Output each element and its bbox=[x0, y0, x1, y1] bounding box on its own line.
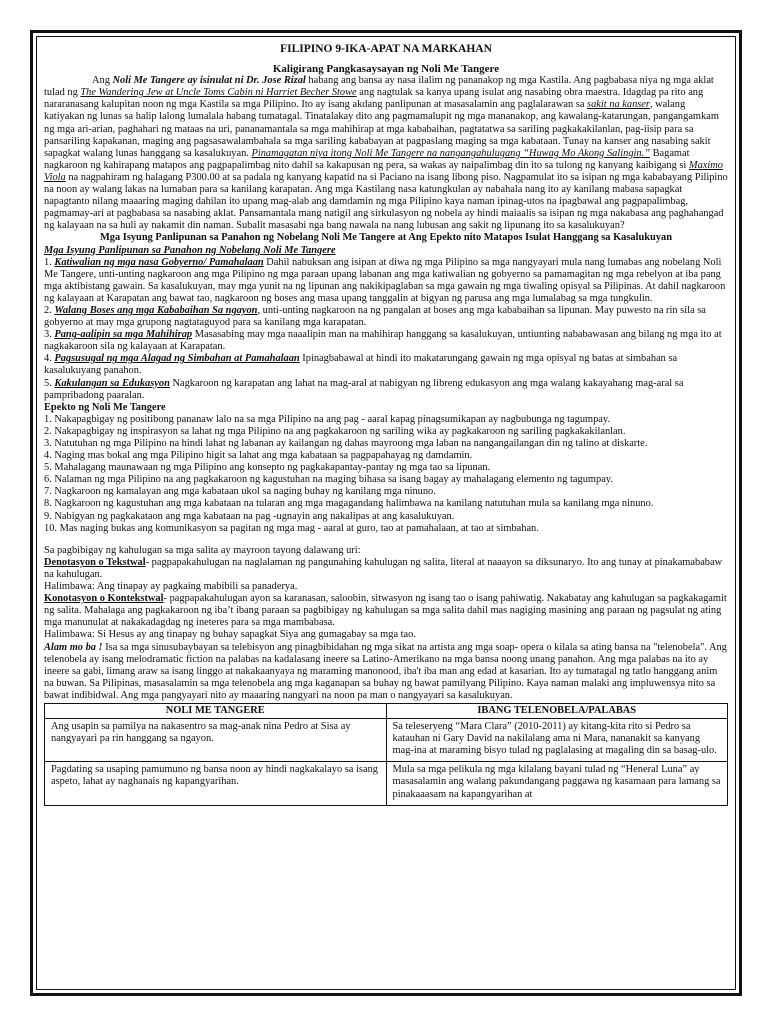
issue-item: 2. Walang Boses ang mga Kababaihan Sa ngayon, unti-unting nagkaroon na ng pangalan at boses ang mga kababaihan sa lipunan. May puwesto na rin sila sa gobyerno at may mga grupong nagtataguyod para sa kanilang mga karapatan. bbox=[44, 304, 706, 329]
section-heading-kaligiran: Kaligirang Pangkasaysayan ng Noli Me Tangere bbox=[272, 63, 500, 76]
table-cell: Mula sa mga pelikula ng mga kilalang bayani tulad ng “Heneral Luna” ay masasalamin ang walang pakundangang paggawa ng kasamaan para lamang sa pinakaaasam na kapangyarihan at bbox=[386, 762, 728, 805]
issue-item: 1. Katiwalian ng mga nasa Gobyerno/ Pamahalaan Dahil nabuksan ang isipan at diwa ng mga Pilipino sa mga nangyayari mula nang lumabas ang nobelang Noli Me Tangere, unti-unting nagkaroon ang mga Pilipino ng mga paraan upang labanan ang mga katiwalian ng gobyerno sa pamamagitan ng mga rebelyon at iba pang mga aktibistang gawain. Sa kasalukuyan, may mga yunit na ng lipunan ang nakikipaglaban sa mga gawain ng mga tiwaling opisyal sa Pilipinas. At dahil nagkaroon ng kalayaan at Karapatan ang bawat tao, nagkaroon ng boses ang masa upang tanggalin at bigyan ng parusa ang mga lumalabag sa mga tungkulin. bbox=[44, 256, 726, 304]
effect-item: 1. Nakapagbigay ng positibong pananaw lalo na sa mga Pilipino na ang pag - aaral kapag pinagsumikapan ay nagbubunga ng tagumpay. bbox=[44, 413, 611, 425]
alam-mo-ba-paragraph: Alam mo ba ! Isa sa mga sinusubaybayan sa telebisyon ang pinagbibidahan ng mga sikat na artista ang mga soap- opera o kilala sa ating bansa na "telenobela". Ang telenobela ay isang melodramatic fiction na palabas na kadalasang ineere sa Latino-Amerikano na mga bansa noong unang panahon. Ang mga palabas na ito ay ineere sa gabi, limang araw sa isang linggo at nakakaanyaya ng maraming manonood, iba't iba man ang edad at kasarian. Ito ay tumatagal ng tatlo hanggang anim na buwan. Sa Pilipinas, masasalamin sa mga telenobela ang mga kaganapan sa buhay ng bawat pamilyang Pilipino. Kaya naman malaki ang impluwensya nito sa bawat indibidwal. Ang mga pangyayari nito ay maaaring nangyari na noon pa man o nangyayari sa kasalukuyan. bbox=[44, 641, 727, 701]
table-row bbox=[45, 762, 728, 805]
subheading-isyung-panlipunan: Mga Isyung Panlipunan sa Panahon ng Nobelang Noli Me Tangere bbox=[44, 244, 336, 256]
effect-item: 3. Natutuhan ng mga Pilipino na hindi lahat ng labanan ay kailangan ng dahas mayroong mga laban na nangangailangan din ng talino at diskarte. bbox=[44, 438, 648, 449]
effect-item: 6. Nalaman ng mga Pilipino na ang pagkakaroon ng kagustuhan na maging bihasa sa isang bagay ay mahalagang elemento ng tagumpay. bbox=[44, 474, 613, 486]
issue-item: 3. Pang-aalipin sa mga Mahihirap Masasabing may mga naaalipin man na mahihirap hanggang sa kasalukuyan, untiunting nababawasan ang bilang ng mga ito at nagkakaroon sila ng kalayaan at Karapatan. bbox=[44, 329, 722, 353]
table-cell: Sa teleseryeng “Mara Clara” (2010-2011) ay kitang-kita rito si Pedro sa katauhan ni Gary David na nakilalang ama ni Mara, nananakit sa kanyang mag-ina at maraming bisyo tulad ng paglalasing at magaling din sa basag-ulo. bbox=[386, 719, 728, 762]
issue-item: 5. Kakulangan sa Edukasyon Nagkaroon ng karapatan ang lahat na mag-aral at nabigyan ng libreng edukasyon ang mga walang kakayahang mag-aral sa pampribadong paaralan. bbox=[44, 377, 684, 401]
document-title: FILIPINO 9-IKA-APAT NA MARKAHAN bbox=[280, 43, 492, 55]
table-cell: Pagdating sa usaping pamumuno ng bansa noon ay hindi nagkakalayo sa isang aspeto, lahat ay naghanais ng kapangyarihan. bbox=[45, 762, 387, 805]
effect-item: 2. Nakapagbigay ng inspirasyon sa lahat ng mga Pilipino na ang pagkakaroon ng sariling wika ay pagkakaroon ng sariling pagkakakilanlan. bbox=[44, 425, 626, 437]
table-header: IBANG TELENOBELA/PALABAS bbox=[386, 703, 728, 718]
paragraph-kaligiran: Ang Noli Me Tangere ay isinulat ni Dr. Jose Rizal habang ang bansa ay nasa ilalim ng pananakop ng mga Kastila. Ang pagbabasa niya ng mga aklat tulad ng The Wandering Jew at Uncle Toms Cabin ni Harriet Becher Stowe ang nagtulak sa kanya upang isulat ang nasabing obra maestra. Idagdag pa rito ang nararanasang kalupitan noon ng mga Kastila sa mga Pilipino. Ito ay isang akdang panlipunan at masasalamin ang paglalarawan sa sakit na kanser, walang katiyakan ng lunas sa halip lalong lumalala habang tumatagal. Tinatalakay dito ang pagmamalupit ng mga mananakop, ang kawalang-katarungan, pangangamkam ng mga ari-arian, paghahari ng mataas na uri, pananamantala sa mga mahihirap at mga kababaihan, pagtatatwa sa sariling pagkakakilanlan, pag-iisip para sa pansariling kapakanan, maging ang pagsasawalambahala sa mga sariling kababayan at pagpaslang maging sa mga kabataan. Tunay na kanser ang nasabing sakit sapagkat walang lunas hanggang sa kasalukuyan. Pinamagatan niya itong Noli Me Tangere na nangangahulugang “Huwag Mo Akong Salingin.” Bagamat nagkaroon ng kahirapang matapos ang pagpapalimbag nito dahil sa kakapusan ng pera, sa wakas ay naipalimbag din ito sa tulong ng kanyang kaibigang si Maximo Viola na nagpahiram ng halagang P300.00 at sa padala ng kanyang kapatid na si Paciano na isang libong piso. Nagpamulat ito sa isipan ng mga kababayang Pilipino na noon ay walang lakas na lumaban para sa kanilang karapatan. Ang mga Kastilang nasa katungkulan ay nabahala nang ito ay kanilang mabasa sapagkat napagtanto nilang maaaring maging dahilan ito upang mag-alab ang damdamin ng mga Pilipino kaya naman ipinag-utos na ipagbawal ang pagpapalimbag, pagmamay-ari at pagbabasa sa nasabing aklat. Pansamantala mang natigil ang sirkulasyon ng nobela ay hindi maiaalis sa isipan ng mga nakabasa ang paghahangad ng kalayaan na sa huli ay nakamit din naman. Subalit masasabi nga bang nawala na nang lubusan ang sakit ng lipunang ito sa kasalukuyan? bbox=[44, 75, 728, 232]
meaning-intro: Sa pagbibigay ng kahulugan sa mga salita ay mayroon tayong dalawang uri: bbox=[44, 544, 361, 556]
effect-item: 10. Mas naging bukas ang komunikasyon sa pagitan ng mga mag - aaral at guro, tao at pamahalaan, at tao at simbahan. bbox=[44, 522, 539, 534]
denotasyon-definition: Denotasyon o Tekstwal- pagpapakahulugan na naglalaman ng pangunahing kahulugan ng salita, literal at naaayon sa diksunaryo. Ito ang tunay at pinakamababaw na kahulugan. bbox=[44, 556, 723, 580]
table-cell: Ang usapin sa pamilya na nakasentro sa mag-anak nina Pedro at Sisa ay nangyayari pa rin hanggang sa ngayon. bbox=[45, 719, 387, 762]
table-row bbox=[45, 719, 728, 762]
section-heading-isyung-panlipunan: Mga Isyung Panlipunan sa Panahon ng Nobelang Noli Me Tangere at Ang Epekto nito Matapos Isulat Hanggang sa Kasalukuyan bbox=[99, 232, 672, 244]
issue-item: 4. Pagsusugal ng mga Alagad ng Simbahan at Pamahalaan Ipinagbabawal at hindi ito makatarungang gawain ng mga opisyal ng batas at simbahan sa kasalukuyang panahon. bbox=[44, 353, 678, 377]
effects-heading: Epekto ng Noli Me Tangere bbox=[44, 401, 166, 413]
effect-item: 8. Nagkaroon ng kagustuhan ang mga kabataan na tularan ang mga magagandang halimbawa na kanilang natutuhan mula sa kanilang mga ninuno. bbox=[44, 498, 654, 510]
page-border-inner bbox=[36, 36, 736, 990]
konotasyon-definition: Konotasyon o Kontekstwal- pagpapakahulugan ayon sa karanasan, saloobin, sitwasyon ng isang tao o isang pahiwatig. Nakabatay ang kahulugan sa pagkakagamit ng salita. Mahalaga ang pagkakaroon ng iba’t ibang paraan sa pagbibigay ng kahulugan sa mga salita dahil mas nagiging masining ang paraan ng pagsulat ng ating mga manunulat at nakakadagdag ng ineteres para sa mga mambabasa. bbox=[44, 593, 727, 629]
effect-item: 7. Nagkaroon ng kamalayan ang mga kabataan ukol sa naging buhay ng kanilang mga ninuno. bbox=[44, 486, 436, 498]
effect-item: 9. Nabigyan ng pagkakataon ang mga kabataan na pag -ugnayin ang nakalipas at ang kasalukuyan. bbox=[44, 510, 455, 522]
konotasyon-example: Halimbawa: Si Hesus ay ang tinapay ng buhay sapagkat Siya ang gumagabay sa mga tao. bbox=[44, 629, 416, 641]
denotasyon-example: Halimbawa: Ang tinapay ay pagkaing mabibili sa panaderya. bbox=[44, 581, 298, 593]
table-header-row bbox=[45, 703, 728, 718]
effect-item: 4. Naging mas bokal ang mga Pilipino higit sa lahat ang mga kabataan sa pagpapahayag ng damdamin. bbox=[44, 450, 473, 462]
table-header: NOLI ME TANGERE bbox=[45, 703, 387, 718]
page-border-outer bbox=[30, 30, 742, 996]
comparison-table bbox=[44, 703, 728, 806]
spacer bbox=[44, 535, 728, 545]
effect-item: 5. Mahalagang maunawaan ng mga Pilipino ang konsepto ng pagkakapantay-pantay ng mga tao sa lipunan. bbox=[44, 462, 491, 474]
